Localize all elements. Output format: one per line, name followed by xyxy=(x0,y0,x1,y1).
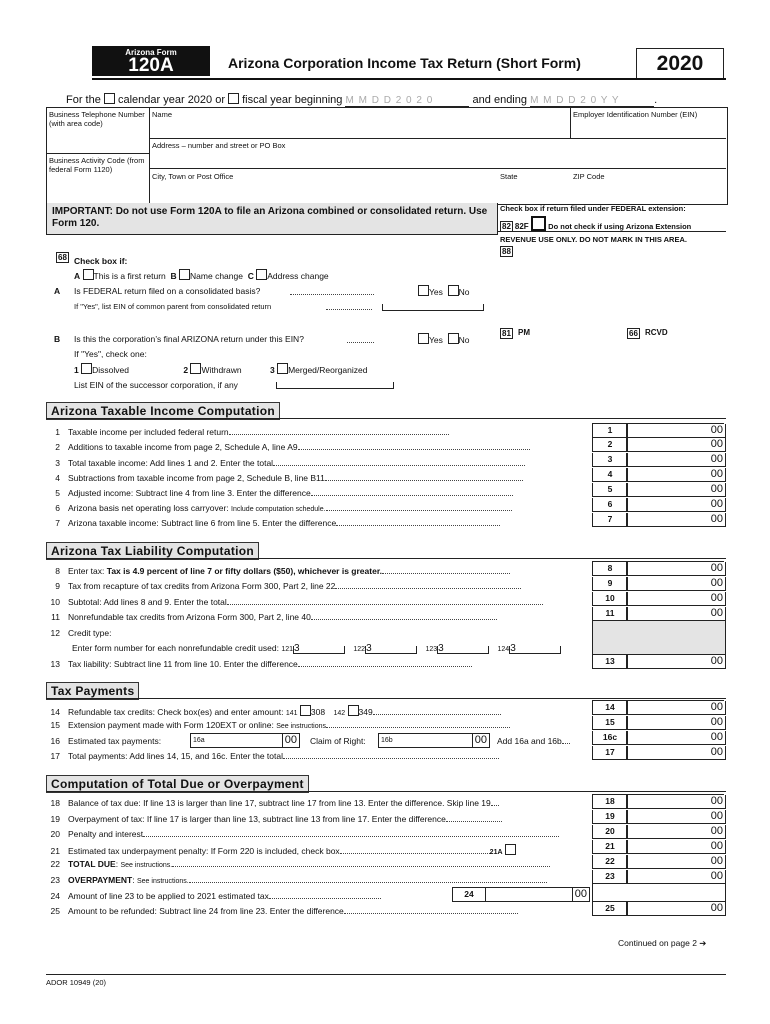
line-17-amount[interactable]: 00 xyxy=(626,746,726,760)
question-a-yes-checkbox[interactable] xyxy=(418,285,429,296)
line-5: 5 Adjusted income: Subtract line 4 from line 3. Enter the difference xyxy=(48,488,513,498)
add-16a-16b-label: Add 16a and 16b xyxy=(497,736,570,746)
fiscal-end-field[interactable]: M M D D 2 0 Y Y xyxy=(530,95,654,107)
activity-code-label: Business Activity Code (from federal Form 1120) xyxy=(49,156,145,174)
final-return-options xyxy=(74,363,367,375)
line-8-amount[interactable]: 00 xyxy=(626,562,726,576)
no-label-b: No xyxy=(458,335,470,345)
line-7: 7 Arizona taxable income: Subtract line 6 from line 5. Enter the difference xyxy=(48,518,500,528)
form-220-checkbox[interactable] xyxy=(505,844,516,855)
line-25-amount[interactable]: 00 xyxy=(626,902,726,916)
line-4-number: 4 xyxy=(592,468,628,482)
line-5-amount[interactable]: 00 xyxy=(626,483,726,497)
address-change-checkbox[interactable] xyxy=(256,269,267,280)
credit-123-field[interactable]: 3 xyxy=(437,646,489,654)
line-16c-number: 16c xyxy=(592,731,628,745)
option-1-number: 1 xyxy=(74,365,79,375)
zip-label: ZIP Code xyxy=(573,172,605,181)
line-24-field[interactable]: 24 00 xyxy=(452,887,590,902)
name-change-checkbox[interactable] xyxy=(179,269,190,280)
extension-row xyxy=(500,216,691,231)
line-23-amount[interactable]: 00 xyxy=(626,870,726,884)
line-16: 16 Estimated tax payments: xyxy=(50,736,162,746)
line-21-number: 21 xyxy=(592,840,628,854)
line-22-number: 22 xyxy=(592,855,628,869)
check-box-if-title: Check box if: xyxy=(74,256,128,266)
line-8: 8 Enter tax: Tax is 4.9 percent of line 7 or fifty dollars ($50), whichever is greater. xyxy=(48,566,510,576)
question-b-letter: B xyxy=(54,334,61,344)
federal-extension-checkbox[interactable] xyxy=(531,216,546,231)
extension-code: 82 xyxy=(502,222,511,231)
line-2-number: 2 xyxy=(592,438,628,452)
ein-label: Employer Identification Number (EIN) xyxy=(573,110,698,119)
line-20: 20 Penalty and interest xyxy=(48,829,559,839)
claim-of-right-label: Claim of Right: xyxy=(310,736,366,746)
line-9-amount[interactable]: 00 xyxy=(626,577,726,591)
line-3-amount[interactable]: 00 xyxy=(626,453,726,467)
yes-label-b: Yes xyxy=(429,335,443,345)
credit-121-code: 121 xyxy=(281,646,294,653)
line-2: 2 Additions to taxable income from page 2, Schedule A, line A9 xyxy=(48,442,530,452)
line-17: 17 Total payments: Add lines 14, 15, and 16c. Enter the total xyxy=(48,751,499,761)
option-2-number: 2 xyxy=(183,365,189,375)
dissolved-label: Dissolved xyxy=(92,365,129,375)
withdrawn-checkbox[interactable] xyxy=(190,363,201,374)
extension-code-f: 82F xyxy=(514,222,529,231)
status-c-letter: C xyxy=(247,271,254,281)
fiscal-year-checkbox[interactable] xyxy=(228,93,239,104)
line-14-amount[interactable]: 00 xyxy=(626,701,726,715)
line-15: 15 Extension payment made with Form 120EXT or online: See instructions xyxy=(48,720,510,730)
state-field[interactable] xyxy=(500,182,564,200)
question-b-text: Is this the corporation’s final ARIZONA return under this EIN? xyxy=(74,334,304,344)
tax-year: 2020 xyxy=(636,48,724,80)
line-14: 14 Refundable tax credits: Check box(es) and enter amount: 141 308 142 349 xyxy=(48,705,501,717)
line-21: 21 Estimated tax underpayment penalty: If Form 220 is included, check box 21A xyxy=(48,844,516,856)
line-17-number: 17 xyxy=(592,746,628,760)
line-23: 23 OVERPAYMENT: See instructions. xyxy=(48,875,547,885)
and-ending-label: and ending xyxy=(472,94,527,106)
successor-ein-field[interactable] xyxy=(276,382,394,389)
important-notice xyxy=(46,203,498,235)
city-label: City, Town or Post Office xyxy=(152,172,234,181)
question-b-answer xyxy=(418,333,469,345)
parent-ein-label: If "Yes", list EIN of common parent from consolidated return xyxy=(74,302,272,311)
line-10-number: 10 xyxy=(592,592,628,606)
credit-124-field[interactable]: 3 xyxy=(509,646,561,654)
line-3-number: 3 xyxy=(592,453,628,467)
form-title: Arizona Corporation Income Tax Return (Short Form) xyxy=(228,55,581,71)
address-field[interactable] xyxy=(152,150,722,166)
line-10-amount[interactable]: 00 xyxy=(626,592,726,606)
no-label: No xyxy=(458,287,470,297)
option-3-number: 3 xyxy=(269,365,275,375)
line-10: 10 Subtotal: Add lines 8 and 9. Enter the total xyxy=(48,597,543,607)
extension-label: Check box if return filed under FEDERAL extension: xyxy=(500,204,686,213)
section-total-due: Computation of Total Due or Overpayment xyxy=(46,775,309,793)
form-label: Arizona Form xyxy=(125,48,177,57)
line-20-number: 20 xyxy=(592,825,628,839)
name-change-label: Name change xyxy=(190,271,243,281)
status-a-letter: A xyxy=(74,271,81,281)
parent-ein-field[interactable] xyxy=(382,304,484,311)
line-14-number: 14 xyxy=(592,701,628,715)
line-19: 19 Overpayment of tax: If line 17 is larger than line 13, subtract line 13 from line 17. Enter the difference xyxy=(48,814,502,824)
box-68: 68 xyxy=(58,253,67,262)
line-18: 18 Balance of tax due: If line 13 is larger than line 17, subtract line 17 from line 13. Enter the difference. Skip line 19 xyxy=(48,798,499,808)
continued-note: Continued on page 2 ➔ xyxy=(618,938,707,948)
calendar-year-checkbox[interactable] xyxy=(104,93,115,104)
line-13-number: 13 xyxy=(592,655,628,669)
rcvd-label: RCVD xyxy=(645,328,668,337)
period-line xyxy=(66,93,657,107)
question-a-letter: A xyxy=(54,286,61,296)
section-tax-payments: Tax Payments xyxy=(46,682,139,700)
first-return-checkbox[interactable] xyxy=(83,269,94,280)
line-5-number: 5 xyxy=(592,483,628,497)
line-9: 9 Tax from recapture of tax credits from Arizona Form 300, Part 2, line 22 xyxy=(48,581,521,591)
successor-ein-label: List EIN of the successor corporation, if any xyxy=(74,380,238,390)
name-label: Name xyxy=(152,110,173,119)
first-return-label: This is a first return xyxy=(93,271,166,281)
city-field[interactable] xyxy=(152,182,492,200)
merged-checkbox[interactable] xyxy=(277,363,288,374)
line-8-number: 8 xyxy=(592,562,628,576)
merged-label: Merged/Reorganized xyxy=(288,365,368,375)
line-16c-amount[interactable]: 00 xyxy=(626,731,726,745)
status-b-letter: B xyxy=(170,271,177,281)
question-b-yes-checkbox[interactable] xyxy=(418,333,429,344)
line-2-amount[interactable]: 00 xyxy=(626,438,726,452)
address-change-label: Address change xyxy=(267,271,329,281)
revenue-only-label: REVENUE USE ONLY. DO NOT MARK IN THIS AREA. xyxy=(500,235,687,244)
line-13-amount[interactable]: 00 xyxy=(626,655,726,669)
credit-123-code: 123 xyxy=(425,646,438,653)
line-12: 12 Credit type: xyxy=(50,628,112,638)
credit-124-code: 124 xyxy=(497,646,510,653)
line-7-number: 7 xyxy=(592,513,628,527)
line-1: 1 Taxable income per included federal return xyxy=(48,427,449,437)
line-18-amount[interactable]: 00 xyxy=(626,795,726,809)
question-b-no-checkbox[interactable] xyxy=(448,333,459,344)
credit-122-field[interactable]: 3 xyxy=(365,646,417,654)
calendar-year-label: calendar year 2020 or xyxy=(117,94,225,106)
line-9-number: 9 xyxy=(592,577,628,591)
line-15-number: 15 xyxy=(592,716,628,730)
fiscal-begin-field[interactable]: M M D D 2 0 2 0 xyxy=(345,95,469,107)
question-a-no-checkbox[interactable] xyxy=(448,285,459,296)
line-19-number: 19 xyxy=(592,810,628,824)
line-24-spacer xyxy=(592,884,726,902)
line-16b-field[interactable]: 16b 00 xyxy=(378,733,490,748)
credit-308-checkbox[interactable] xyxy=(300,705,311,716)
extension-note: Do not check if using Arizona Extension xyxy=(548,222,692,231)
line-7-amount[interactable]: 00 xyxy=(626,513,726,527)
revenue-box-88: 88 xyxy=(502,247,511,256)
question-a-answer xyxy=(418,285,469,297)
line-25: 25 Amount to be refunded: Subtract line 24 from line 23. Enter the difference xyxy=(48,906,518,916)
dissolved-checkbox[interactable] xyxy=(81,363,92,374)
line-25-number: 25 xyxy=(592,902,628,916)
line-11-number: 11 xyxy=(592,607,628,621)
line-21-amount[interactable]: 00 xyxy=(626,840,726,854)
yes-label: Yes xyxy=(429,287,443,297)
name-field[interactable] xyxy=(152,120,566,136)
pm-label: PM xyxy=(518,328,530,337)
revenue-box-66: 66 xyxy=(629,329,638,338)
withdrawn-label: Withdrawn xyxy=(201,365,242,375)
line-11: 11 Nonrefundable tax credits from Arizona Form 300, Part 2, line 40 xyxy=(48,612,497,622)
line-23-number: 23 xyxy=(592,870,628,884)
line-16a-field[interactable]: 16a 00 xyxy=(190,733,300,748)
state-label: State xyxy=(500,172,518,181)
line-12-shaded xyxy=(592,621,726,655)
line-12-credits: Enter form number for each nonrefundable credit used: 1213 1223 1233 1243 xyxy=(72,643,561,654)
line-1-number: 1 xyxy=(592,424,628,438)
line-1-amount[interactable]: 00 xyxy=(626,424,726,438)
section-tax-liability: Arizona Tax Liability Computation xyxy=(46,542,259,560)
important-text: IMPORTANT: Do not use Form 120A to file an Arizona combined or consolidated return. Use Form 120. xyxy=(52,206,488,229)
line-4: 4 Subtractions from taxable income from page 2, Schedule B, line B11 xyxy=(48,473,523,483)
line-20-amount[interactable]: 00 xyxy=(626,825,726,839)
status-row xyxy=(74,269,329,281)
line-24: 24 Amount of line 23 to be applied to 2021 estimated tax xyxy=(48,891,381,901)
section-taxable-income: Arizona Taxable Income Computation xyxy=(46,402,280,420)
line-22: 22 TOTAL DUE: See instructions. xyxy=(48,859,550,869)
credit-122-code: 122 xyxy=(353,646,366,653)
phone-label: Business Telephone Number (with area code) xyxy=(49,110,145,128)
line-6: 6 Arizona basis net operating loss carryover: Include computation schedule. xyxy=(48,503,512,513)
line-13: 13 Tax liability: Subtract line 11 from line 10. Enter the difference xyxy=(48,659,472,669)
form-badge xyxy=(92,46,210,76)
line-6-number: 6 xyxy=(592,498,628,512)
line-3: 3 Total taxable income: Add lines 1 and 2. Enter the total xyxy=(48,458,525,468)
question-a-text: Is FEDERAL return filed on a consolidated basis? xyxy=(74,286,261,296)
line-11-amount[interactable]: 00 xyxy=(626,607,726,621)
line-15-amount[interactable]: 00 xyxy=(626,716,726,730)
line-18-number: 18 xyxy=(592,795,628,809)
line-22-amount[interactable]: 00 xyxy=(626,855,726,869)
final-return-check-one: If "Yes", check one: xyxy=(74,349,147,359)
address-label: Address – number and street or PO Box xyxy=(152,141,286,150)
form-code: ADOR 10949 (20) xyxy=(46,978,107,987)
credit-349-checkbox[interactable] xyxy=(348,705,359,716)
revenue-box-81: 81 xyxy=(502,329,511,338)
ein-field[interactable] xyxy=(573,120,723,136)
fiscal-year-label: fiscal year beginning xyxy=(242,94,343,106)
credit-121-field[interactable]: 3 xyxy=(293,646,345,654)
line-4-amount[interactable]: 00 xyxy=(626,468,726,482)
line-19-amount[interactable]: 00 xyxy=(626,810,726,824)
form-number: 120A xyxy=(128,55,174,76)
line-6-amount[interactable]: 00 xyxy=(626,498,726,512)
for-the-label: For the xyxy=(66,94,101,106)
zip-field[interactable] xyxy=(573,182,723,200)
period-end: . xyxy=(654,94,658,106)
